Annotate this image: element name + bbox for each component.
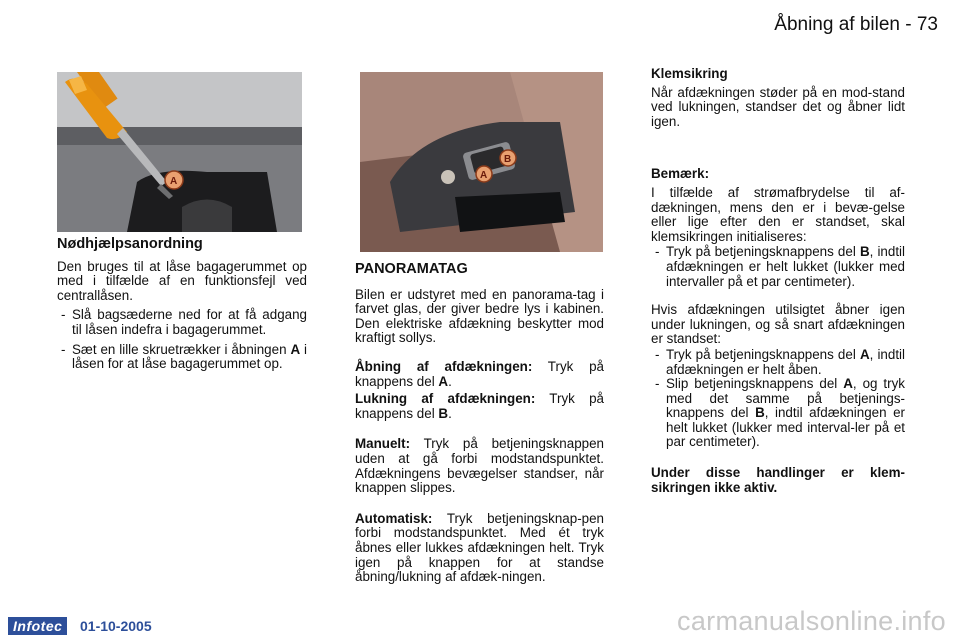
paragraph: Når afdækningen støder på en mod-stand ved lukningen, standser det og åbner lidt igen. [651,84,905,129]
list-item: - Tryk på betjeningsknappens del A, indtil afdækningen er helt åben. [651,348,905,377]
paragraph: Åbning af afdækningen: Tryk på knappens del A. [355,358,604,389]
label-a: A [170,176,178,187]
paragraph: Bilen er udstyret med en panorama-tag i farvet glas, der giver bedre lys i kabinen. Den elektriske afdækning beskytter mod kraftigt sollys. [355,286,604,346]
lock-photo [57,72,302,232]
paragraph: Hvis afdækningen utilsigtet åbner igen under lukningen, og så snart afdækningen er standset: [651,302,905,347]
list-item: - Sæt en lille skruetrækker i åbningen A i låsen for at låse bagagerummet op. [57,343,307,372]
paragraph: Automatisk: Tryk betjeningsknap-pen forbi modstandspunktet. Med ét tryk åbnes eller lukkes afdækningen helt. Tryk igen på knappen for at standse åbning/lukning af afdæk-ningen. [355,510,604,585]
label-b: B [504,154,512,165]
right-column [651,67,905,495]
paragraph: I tilfælde af strømafbrydelse til af-dækningen, mens den er i bevæ-gelse eller lige efter den er standset, skal klemsikringen initialiseres: [651,184,905,244]
label-a: A [480,170,488,181]
page-title: Åbning af bilen - 73 [774,14,938,35]
list-item: - Slip betjeningsknappens del A, og tryk med det samme på betjenings-knappens del B, indtil afdækningen er helt lukket (lukker med interval-ler på et par centimeter). [651,377,905,450]
section-heading: Bemærk: [651,166,710,182]
roof-switch-photo [360,72,603,252]
infotec-logo: Infotec [8,617,67,635]
list-item: - Tryk på betjeningsknappens del B, indtil afdækningen er helt lukket (lukker med intervaller på et par centimeter). [651,245,905,289]
paragraph: Lukning af afdækningen: Tryk på knappens del B. [355,391,604,421]
paragraph: Den bruges til at låse bagagerummet op med i tilfælde af en funktionsfejl ved centrallåsen. [57,258,307,303]
watermark: carmanualsonline.info [677,606,946,636]
section-heading: PANORAMATAG [355,261,468,277]
section-heading: Klemsikring [651,66,728,81]
section-heading: Nødhjælpsanordning [57,236,203,252]
paragraph: Manuelt: Tryk på betjeningsknappen uden at gå forbi modstandspunktet. Afdækningens bevægelser standser, når knappen slippes. [355,436,604,496]
print-date: 01-10-2005 [80,618,152,634]
warning-note: Under disse handlinger er klem-sikringen ikke aktiv. [651,465,905,495]
middle-column [355,262,604,585]
list-item: - Slå bagsæderne ned for at få adgang til låsen indefra i bagagerummet. [57,308,307,337]
left-column [57,237,307,372]
